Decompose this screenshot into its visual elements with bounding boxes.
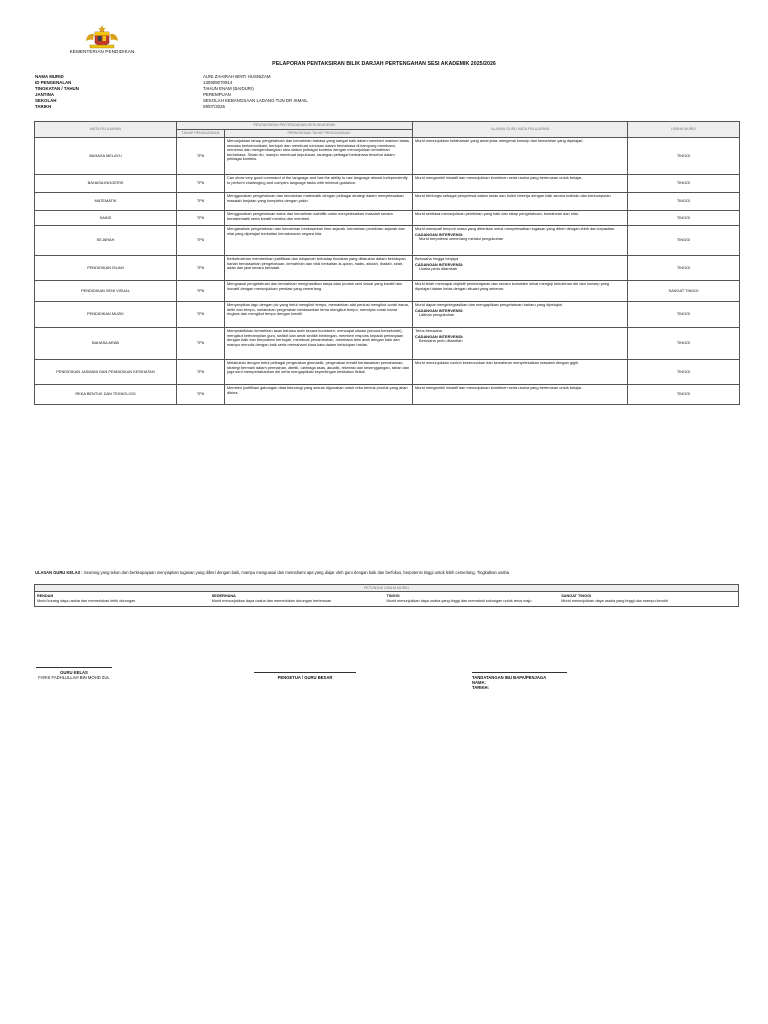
tp-cell: TP6 (177, 385, 225, 405)
table-row (35, 302, 740, 328)
tp-statement-cell: Berkebolehan memberikan justifikasi dan istiqamah terhadap tindakan yang dilakukan dalam kehidupan harian berdasarkan pengetahuan, kemahiran dan nilai berkaitan al-quran, hadis, akidah, ibadah, sirah, adab dan jawi secara beradab. (225, 256, 413, 281)
subject-cell: SEJARAH (35, 226, 177, 256)
remark-cell (413, 385, 628, 405)
tp-cell: TP6 (177, 281, 225, 302)
tp-statement-cell: Menyanyikan lagu dengan pic yang betul mengikut tempo, memainkan alat perkusi mengikut corak irama, detik dan tempo, melakukan pergerakan berdasarkan tema mengikut tempo, mencipta corak irama ringkas dan mengikut tempo dengan kreatif. (225, 302, 413, 328)
header-subject: MATA PELAJARAN (35, 122, 177, 138)
tp-statement-cell: Menggunakan pengetahuan sains dan kemahiran saintifik untuk menyelesaikan masalah secara bersistematik serta kreatif mereka dan memberi. (225, 211, 413, 226)
effort-cell: TINGGI (628, 328, 740, 360)
effort-cell: TINGGI (628, 226, 740, 256)
intervention-label: CADANGAN INTERVENSI: (415, 333, 464, 339)
subject-cell: BAHASA ARAB (35, 328, 177, 360)
remark-text: Murid menunjukkan kefahaman yang amat jelas mengenai konsep dan kemahiran yang dipelajari. (415, 138, 584, 143)
table-row (35, 328, 740, 360)
signature-line (36, 667, 112, 668)
legend-item-text: Murid kurang daya usaha dan memerlukan lebih dorongan (37, 598, 136, 603)
signature-line (472, 672, 567, 673)
subject-cell: SAINS (35, 211, 177, 226)
parent-date-label: TARIKH: (472, 685, 489, 690)
subject-cell: REKA BENTUK DAN TEKNOLOGI (35, 385, 177, 405)
teacher-name: FARIS FADHLULLAH BIN MOHD ZUL (38, 675, 110, 680)
teacher-signature-block (36, 667, 112, 680)
intervention-item: Latihan pengukuhan (419, 312, 455, 317)
table-row (35, 211, 740, 226)
header-tp: TAHAP PENGUASAAN (177, 130, 225, 138)
tp-statement-cell: Can show very good command of the language and has the ability to use language almost independently to perform challenging and complex language tasks with minimal guidance. (225, 175, 413, 193)
class-teacher-remark-label: ULASAN GURU KELAS : (35, 570, 83, 575)
tp-statement-cell: Menguasai pengetahuan dan kemahiran menghasilkan karya atau produk seni visual yang kreatif dan inovatif dengan menunjukkan prestasi yang cemerlang. (225, 281, 413, 302)
tp-cell: TP6 (177, 138, 225, 175)
student-info-row (35, 104, 308, 110)
subject-cell: PENDIDIKAN SENI VISUAL (35, 281, 177, 302)
jata-negara-crest (82, 24, 122, 50)
subject-cell: PENDIDIKAN MUZIK (35, 302, 177, 328)
principal-title: PENGETUA / GURU BESAR (277, 675, 333, 680)
info-label: TARIKH (35, 103, 52, 109)
legend-item-text: Murid menunjukkan daya usaha yang tinggi dan mematuhi sokongan untuk terus maju (386, 598, 532, 603)
student-info (35, 74, 308, 109)
tp-statement-cell: Menunjukkan tahap pengetahuan dan kemahiran bahasa yang sangat baik dalam memberi maklum balas semasa berkomunikasi, bertujuh dan membuat rumusan dalam berbahasa di kampung membaca, menemui dan mengembangkan idea dalam pelbagai konteks dengan menunjukkan kemahiran berbahasa. Selain itu, mampu membuat keputusan, tarangan pelbagai berbahasa tersebut dalam pelbagai konteks. (225, 138, 413, 175)
legend-title: PETUNJUK USAHA MURID (35, 585, 738, 592)
legend-item-text: Murid menunjukkan daya usaha yang tinggi dan mampu kendiri (561, 598, 668, 603)
subject-cell: PENDIDIKAN JASMANI DAN PENDIDIKAN KESIHATAN (35, 360, 177, 385)
info-label: TINGKATAN / TAHUN (35, 85, 79, 91)
legend-item (212, 594, 387, 603)
intervention-label: CADANGAN INTERVENSI: (415, 261, 464, 267)
tp-cell: TP6 (177, 175, 225, 193)
effort-cell: TINGGI (628, 175, 740, 193)
subject-cell: BAHASA INGGERIS (35, 175, 177, 193)
subject-cell: MATEMATIK (35, 193, 177, 211)
report-title: PELAPORAN PENTAKSIRAN BILIK DARJAH PERTENGAHAN SESI AKADEMIK 2025/2026 (272, 61, 496, 67)
tp-cell: TP6 (177, 226, 225, 256)
effort-cell: TINGGI (628, 302, 740, 328)
table-row (35, 175, 740, 193)
remark-text: Murid berfungsi sebagai penyelesai dalam kelas dan boleh bekerja dengan baik secara individu dan berkumpulan. (415, 193, 612, 198)
remark-text: Murid mengambil inisiatif dan menunjukkan komitmen serta usaha yang berterusan untuk belajar. (415, 175, 583, 180)
effort-cell: TINGGI (628, 211, 740, 226)
tp-statement-cell: Menganalisis pengetahuan dan kemahiran berdasarkan ilmu sejarah, kemahiran pemikiran sejarah dan nilai yang dipelajari berkaitan kemakmuran negara kita. (225, 226, 413, 256)
tp-cell: TP6 (177, 360, 225, 385)
info-label: JANTINA (35, 91, 55, 97)
remark-text: Murid menunjukkan contoh keseronokan dan kemahiran menyelesaikan masalah dengan gigih. (415, 360, 580, 365)
tp-cell: TP6 (177, 302, 225, 328)
class-teacher-remark-text: Seorang yang tekun dan berkeupayaan menyiapkan tugasan yang diberi dengan baik, mampu menguasai dan memahami apa yang diajar oleh guru dengan baik dan berfokus, berpotensi tinggi untuk lebih cemerlang. Tingkatkan usaha (83, 570, 510, 575)
assessment-table-body (35, 138, 740, 405)
effort-cell: TINGGI (628, 385, 740, 405)
table-row (35, 226, 740, 256)
intervention-label: CADANGAN INTERVENSI: (415, 307, 464, 313)
intervention-item: Usaha perlu ditambah (419, 266, 458, 271)
teacher-title: GURU KELAS (60, 670, 88, 675)
info-value: 09/07/2025 (203, 103, 225, 109)
remark-text: Murid dapat mengintegrasikan dan mengaplikasi pengetahuan baharu yang dipelajari. (415, 302, 563, 307)
remark-text: Terus berusaha (415, 328, 442, 333)
legend-item (561, 594, 736, 603)
parent-name-label: NAMA: (472, 680, 486, 685)
table-row (35, 385, 740, 405)
effort-legend (34, 584, 739, 607)
effort-cell: TINGGI (628, 138, 740, 175)
remark-cell (413, 211, 628, 226)
info-value: SEKOLAH KEBANGSAAN LADANG TUN DR ISMAIL (203, 97, 308, 103)
remark-cell (413, 138, 628, 175)
legend-item-title: RENDAH (37, 594, 54, 598)
remark-cell (413, 281, 628, 302)
intervention-item: Murid berpotensi cemerlang melalui pengukuhan (419, 236, 504, 241)
header-effort: USAHA MURID (628, 122, 740, 138)
table-row (35, 256, 740, 281)
tp-statement-cell: Memberi justifikasi gabungan data teknologi yang sesuai digunakan untuk reka bentuk produk yang akan dibina. (225, 385, 413, 405)
remark-cell (413, 193, 628, 211)
principal-signature-block (254, 672, 356, 680)
info-value: PEREMPUAN (203, 91, 231, 97)
remark-text: Murid mengambil inisiatif dan menunjukkan komitmen serta usaha yang berterusan untuk belajar. (415, 385, 583, 390)
remark-cell (413, 226, 628, 256)
tp-statement-cell: Mempraktikkan kemahiran asas bahasa arab secara konsisten, mencapai situasi (secara bersekolah), mengikut keterampilan guru, sedikit dan amat sedikit bimbingan, memberi respons kepada pertanyaan dengan baik dan berpotensi berhujah, membuat penambahan, membaca teks arab dengan baik dan mampu menulis dengan baik serta memahami kosa kata dalam kehidupan harian. (225, 328, 413, 360)
remark-cell (413, 175, 628, 193)
legend-item (387, 594, 562, 603)
info-label: ID PENGENALAN (35, 79, 72, 85)
class-teacher-remark (35, 570, 509, 575)
table-row (35, 193, 740, 211)
remark-cell (413, 328, 628, 360)
tp-statement-cell: Melakukan dengan betul pelbagai pergerakan gimnastik, pergerakan kreatif berdasarkan pemahaman, strategi bermain dalam permainan, atletik, olahraga asas, akuatik, rekreasi dan kesenggangan, tarian dan juga seni mempertahankan diri serta mengaplikasi kepentingan kesihatan fizikal. (225, 360, 413, 385)
remark-cell (413, 256, 628, 281)
effort-cell: TINGGI (628, 360, 740, 385)
table-row (35, 281, 740, 302)
legend-body (35, 592, 738, 603)
intervention-item: Berusaha perlu ditambah (419, 338, 463, 343)
intervention-label: CADANGAN INTERVENSI: (415, 231, 464, 237)
info-value: TAHUN ENAM (BAIDURI) (203, 85, 254, 91)
tp-cell: TP6 (177, 211, 225, 226)
parent-title: TANDATANGAN IBU BAPA/PENJAGA (472, 675, 547, 680)
legend-item-title: SEDERHANA (211, 594, 236, 598)
tp-cell: TP6 (177, 193, 225, 211)
assessment-table (34, 121, 740, 405)
subject-cell: BAHASA MELAYU (35, 138, 177, 175)
signature-line (254, 672, 356, 673)
remark-text: Murid telah mencapai objektif pembelajaran dan secara konsisten kekal menguji kebolehan diri dan konsep yang dipelajari dalam kelas dengan situasi yang sebenar. (415, 281, 610, 291)
header-tp-statement: PERNYATAAN TAHAP PENGUASAAN (225, 130, 413, 138)
info-value: AUNI ZAHIRAH BINTI HUSNIZAM (203, 74, 271, 79)
table-row (35, 360, 740, 385)
legend-item-title: SANGAT TINGGI (561, 594, 592, 598)
effort-cell: TINGGI (628, 256, 740, 281)
tp-statement-cell: Menggunakan pengetahuan dan kemahiran matematik dengan pelbagai strategi dalam menyelesaikan masalah lanjutan yang kompleks dengan yakin. (225, 193, 413, 211)
table-row (35, 138, 740, 175)
legend-item-title: TINGGI (386, 594, 400, 598)
legend-item-text: Murid menunjukkan daya usaha dan memerlukan dorongan berterusan (211, 598, 332, 603)
header-assessment-group: PENTAKSIRAN PERTENGAHAN SESI AKADEMIK (177, 122, 413, 130)
tp-cell: TP6 (177, 328, 225, 360)
remark-text: Murid sentiasa menunjukkan pemikiran yang baik dan sikap pengetahuan, kemahiran dan nilai. (415, 211, 579, 216)
header-teacher-remark: ULASAN GURU MATA PELAJARAN (413, 122, 628, 138)
info-label: NAMA MURID (35, 74, 64, 79)
info-label: SEKOLAH (35, 97, 57, 103)
parent-signature-block (472, 672, 567, 690)
remark-text: Murid menepati tempoh masa yang diberikan untuk menyelesaikan tugasan yang diberi dengan lebih dan kepastian. (415, 226, 616, 231)
legend-item (37, 594, 212, 603)
remark-cell (413, 360, 628, 385)
effort-cell: TINGGI (628, 193, 740, 211)
ministry-name: KEMENTERIAN PENDIDIKAN (69, 49, 135, 54)
tp-cell: TP6 (177, 256, 225, 281)
effort-cell: SANGAT TINGGI (628, 281, 740, 302)
remark-cell (413, 302, 628, 328)
remark-text: Berusaha hingga berjaya (415, 256, 459, 261)
subject-cell: PENDIDIKAN ISLAM (35, 256, 177, 281)
info-value: 130908070914 (203, 79, 233, 85)
